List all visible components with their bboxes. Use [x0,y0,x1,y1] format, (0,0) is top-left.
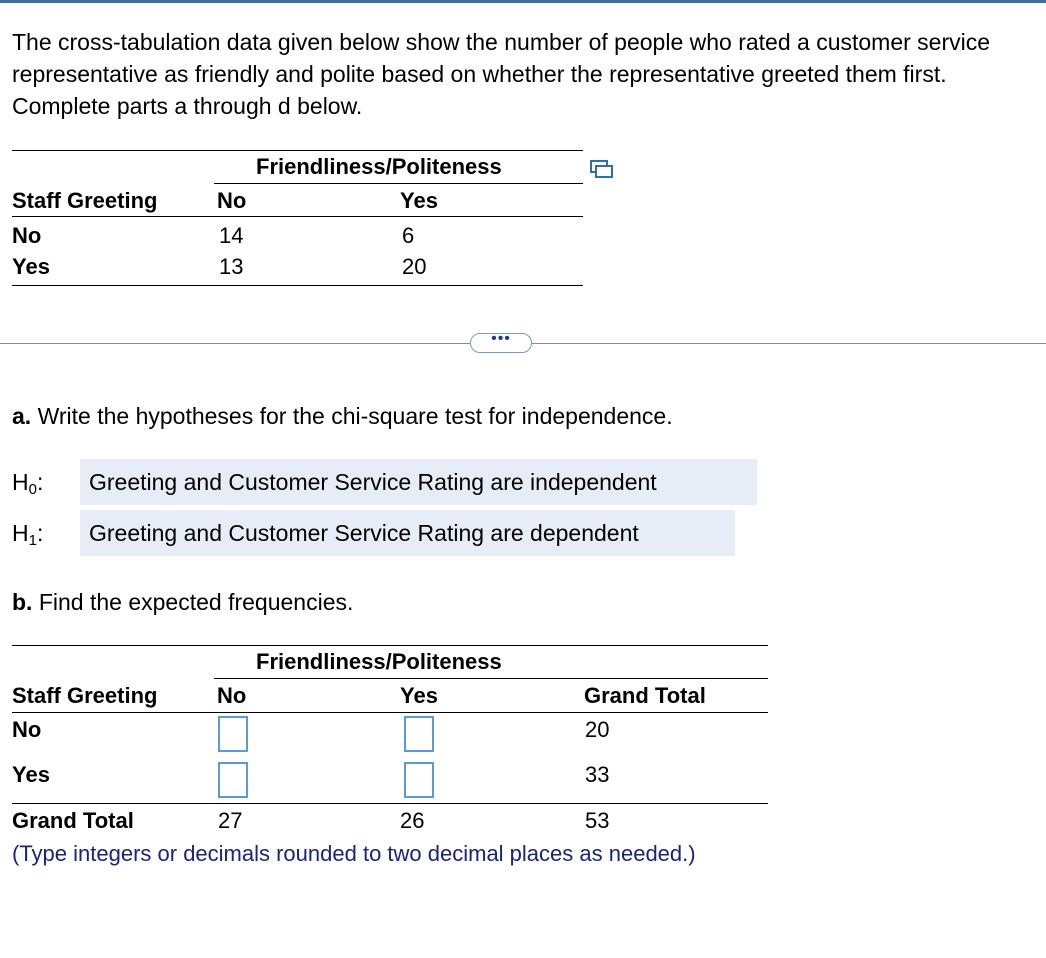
part-a-text: Write the hypotheses for the chi-square test for independence. [31,403,673,429]
table-rule-top [12,150,583,151]
row-label-yes: Yes [12,254,50,279]
table-rule-header [12,216,583,217]
cell-no-yes: 6 [402,223,415,248]
expected-yes-yes-input[interactable] [404,762,434,798]
expected-no-yes-input[interactable] [404,716,434,752]
divider-right [532,343,1046,344]
part-a-label: a. [12,403,32,429]
part-b-text: Find the expected frequencies. [32,589,354,615]
table2-row-label-yes: Yes [12,762,50,787]
table2-rule-group [214,678,768,679]
table2-column-header-no: No [217,683,247,708]
table2-column-header-grand-total: Grand Total [584,683,706,708]
table2-row-label-grand-total: Grand Total [12,808,134,833]
table2-rule-total [12,803,768,804]
cell-yes-yes: 20 [402,254,427,279]
top-rule [0,0,1046,3]
table-rule-group [214,183,583,184]
table2-total-yes: 26 [400,808,425,833]
part-b-label: b. [12,589,33,615]
table-rule-bottom [12,285,583,286]
table2-rule-header [12,712,768,713]
table-group-header: Friendliness/Politeness [256,154,502,179]
question-intro: The cross-tabulation data given below show the number of people who rated a customer service representative as friendly and polite based on whether the representative greeted them first. Complete parts a through d below. [12,29,991,119]
h0-label: $H_0$: [12,469,44,498]
expected-no-no-input[interactable] [218,716,248,752]
table2-rule-top [12,645,768,646]
h0-answer-field[interactable]: Greeting and Customer Service Rating are independent [80,459,757,505]
h1-label: $H_1$: [12,520,44,549]
expand-more-button[interactable]: ••• [470,333,532,353]
h1-answer-field[interactable]: Greeting and Customer Service Rating are dependent [80,510,735,556]
table2-total-no: 27 [218,808,243,833]
table2-column-header-staff-greeting: Staff Greeting [12,683,158,708]
cell-yes-no: 13 [219,254,244,279]
table2-row-total-yes: 33 [585,762,610,787]
expected-yes-no-input[interactable] [218,762,248,798]
column-header-staff-greeting: Staff Greeting [12,188,158,213]
copy-data-icon[interactable] [588,158,614,180]
part-a-prompt [12,401,673,431]
answer-format-note: (Type integers or decimals rounded to two decimal places as needed.) [12,841,696,866]
table2-row-label-no: No [12,717,42,742]
divider-left [0,343,470,344]
table2-column-header-yes: Yes [400,683,438,708]
part-b-prompt [12,587,353,617]
cell-no-no: 14 [219,223,244,248]
table2-group-header: Friendliness/Politeness [256,649,502,674]
table2-total-grand: 53 [585,808,610,833]
column-header-yes: Yes [400,188,438,213]
table2-row-total-no: 20 [585,717,610,742]
column-header-no: No [217,188,247,213]
row-label-no: No [12,223,42,248]
